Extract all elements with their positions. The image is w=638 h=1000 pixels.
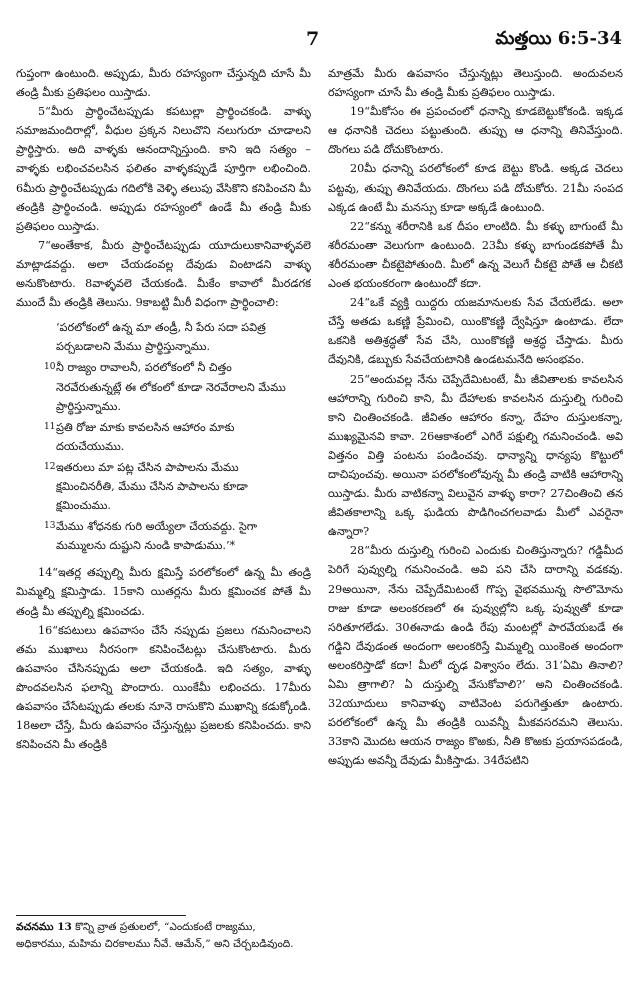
running-head: మత్తయి 6:5-34	[495, 28, 622, 49]
footnote-divider	[16, 915, 186, 916]
paragraph: 14“ఇతర్ల తప్పుల్ని మీరు క్షమిస్తే పరలోకంలో ఉన్న మీ తండ్రి మిమ్మల్ని క్షమిస్తాడు. 15కాని యితర్లను మీరు క్షమించక పోతే మీ తండ్రి మీ తప్పుల్ని క్షమించడు.	[16, 566, 311, 618]
paragraph: మాత్రమే మీరు ఉపవాసం చేస్తున్నట్లు తెలుస్తుంది. అందువలన రహస్యంగా చూసే మీ తండ్రి మీకు ప్రతిఫలం యిస్తాడు.	[328, 67, 623, 100]
prayer-text: నీ రాజ్యం రావాలనీ, పరలోకంలో నీ చిత్తం నెరవేరుతున్నట్లే ఈ లోకంలో కూడా నెరవేరాలని మేము ప్రార్థిస్తున్నాము.	[56, 361, 286, 413]
right-column	[328, 64, 623, 980]
footnote-reference: వచనము 13	[16, 921, 72, 933]
page-header	[0, 28, 638, 58]
prayer-text: ‘పరలోకంలో ఉన్న మా తండ్రీ, నీ పేరు సదా పవిత్ర పర్చబడాలని మేము ప్రార్థిస్తున్నాము.	[56, 321, 266, 354]
prayer-line	[16, 418, 311, 456]
footnote-text: కొన్ని వ్రాత ప్రతులలో, “ఎందుకంటే రాజ్యము, అధికారము, మహిమ చిరకాలము నీవే. ఆమేన్,” అని చేర్చబడివుంది.	[16, 921, 294, 950]
lords-prayer	[16, 318, 311, 555]
footnote	[16, 919, 308, 953]
page-number: 7	[306, 28, 320, 50]
paragraph: 7“అంతేకాక, మీరు ప్రార్థించేటప్పుడు యూదులుకానివాళ్ళవలె మాట్లాడవద్దు. అలా చేయడంవల్ల దేవుడు వింటాడని వాళ్ళు అనుకొంటారు. 8వాళ్ళవలె చేయకండి. మీకేం కావాలో మీరడగక ముందే మీ తండ్రికి తెలుసు. 9కాబట్టి మీరీ విధంగా ప్రార్థించాలి:	[16, 238, 311, 310]
paragraph: 20మీ ధనాన్ని పరలోకంలో కూడ బెట్టు కొండి. అక్కడ చెదలు పట్టవు, తుప్పు తినివేయదు. దొంగలు పడి దోచుకోరు. 21మీ సంపద ఎక్కడ ఉంటే మీ మనస్సు కూడా అక్కడే ఉంటుంది.	[328, 162, 623, 214]
verse-number: 12	[44, 461, 56, 472]
prayer-text: ప్రతి రోజు మాకు కావలసిన ఆహారం మాకు దయచేయుము.	[56, 420, 235, 453]
paragraph: 25“అందువల్ల నేను చెప్పేదేమిటంటే, మీ జీవితాలకు కావలసిన ఆహారాన్ని గురించి కాని, మీ దేహాలకు కావలసిన దుస్తుల్ని గురించి కాని చింతించకండి. జీవితం ఆహారం కన్నా, దేహం దుస్తులకన్నా, ముఖ్యమైనవి కావా. 26ఆకాశంలో ఎగిరే పక్షుల్ని గమనించండి. అవి విత్తనం విత్తి పంటను పండించవు. ధాన్యాన్ని ధాన్యపు కొట్టులో దాచిపుంచవు. అయినా పరలోకంలోవున్న మీ తండ్రి వాటికి ఆహారాన్ని యిస్తాడు. మీరు వాటికన్నా విలువైన వాళ్ళు కారా? 27చింతించి తన జీవితకాలాన్ని ఒక్క ఘడియ పొడిగించగలవాడు మీలో ఎవరైనా ఉన్నారా?	[328, 372, 623, 539]
paragraph: 28“మీరు దుస్తుల్ని గురించి ఎందుకు చింతిస్తున్నారు? గడ్డిమీద పెరిగే పువ్వుల్ని గమనించండి. అవి పని చేసి దారాన్ని వడకవు. 29అయినా, నేను చెప్పేదేమిటంటే గొప్ప వైభవమున్న సొలొమోను రాజు కూడా అలంకరణలో ఈ పువ్వుల్లోని ఒక్క పువ్వుతో కూడా సరితూగలేడు. 30ఈనాడు ఉండి రేపు మంటల్లో పారవేయబడే ఈ గడ్డిని దేవుడంత అందంగా అలంకరిస్తే మిమ్మల్ని యింకెంత అందంగా అలంకరిస్తాడో కదా! మీలో దృఢ విశ్వాసం లేదు. 31‘ఏమి తినాలి? ఏమి త్రాగాలి? ఏ దుస్తుల్ని వేసుకోవాలి?’ అని చింతించకండి. 32యూదులు కానివాళ్ళు వాటివెంట పరుగెత్తుతూ ఉంటారు. పరలోకంలో ఉన్న మీ తండ్రికి యివన్నీ మీకవసరమని తెలుసు. 33కాని మొదట ఆయన రాజ్యం కొఱకు, నీతి కొఱకు ప్రయాసపడండి, అప్పుడు అవన్నీ దేవుడు మీకిస్తాడు. 34రేపటిని	[328, 544, 623, 768]
paragraph: గుప్తంగా ఉంటుంది. అప్పుడు, మీరు రహస్యంగా చేస్తున్నది చూసే మీ తండ్రి మీకు ప్రతిఫలం యిస్తాడు.	[16, 67, 311, 100]
prayer-text: మేము శోధనకు గురి అయ్యేలా చేయవద్దు. సైగా మమ్ములను దుష్టుని నుండి కాపాడుము.’*	[56, 520, 258, 553]
paragraph: 24“ఒకే వ్యక్తి యిద్దరు యజమానులకు సేవ చేయలేడు. అలా చేస్తే అతడు ఒకణ్ణి ప్రేమించి, యింకొకణ్ణి ద్వేషిస్తూ ఉంటాడు. లేదా ఒకనికి అతిశ్రద్ధతో సేవ చేసి, యింకొకణ్ణి అశ్రద్ధ చేస్తాడు. మీరు దేవునికి, డబ్బుకు సేవచేయటానికి ఉండటమనేది అసంభవం.	[328, 296, 623, 367]
paragraph: 22“కన్ను శరీరానికి ఒక దీపం లాంటిది. మీ కళ్ళు బాగుంటే మీ శరీరమంతా వెలుగుగా ఉంటుంది. 23మీ కళ్ళు బాగుండకపోతే మీ శరీరమంతా చీకటైపోతుంది. మీలో ఉన్న వెలుగే చీకటై పోతే ఆ చీకటి ఎంత భయంకరంగా ఉంటుందో కదా.	[328, 219, 623, 291]
paragraph: 19“మీకోసం ఈ ప్రపంచంలో ధనాన్ని కూడబెట్టుకోకండి. ఇక్కడ ఆ ధనానికి చెదలు పట్టుతుంది. తుప్పు ఆ ధనాన్ని తినివేస్తుంది. దొంగలు పడి దోచుకొంటారు.	[328, 105, 623, 157]
verse-number: 11	[44, 421, 56, 432]
prayer-line	[16, 517, 311, 555]
prayer-text: ఇతరులు మా పట్ల చేసిన పాపాలను మేము క్షమించినరీతి, మేము చేసిన పాపాలను కూడా క్షమించుము.	[56, 460, 248, 513]
prayer-line	[16, 458, 311, 515]
left-column	[16, 64, 311, 980]
prayer-line	[16, 358, 311, 415]
verse-number: 10	[44, 362, 56, 373]
prayer-line	[16, 318, 311, 356]
paragraph: 5“మీరు ప్రార్థించేటప్పుడు కపటుల్లా ప్రార్థించకండి. వాళ్ళు సమాజమందిరాల్లో, వీధుల ప్రక్కన నిలుచొని నలుగురూ చూడాలని ప్రార్థిస్తారు. అది వాళ్ళకు ఆనందాన్నిస్తుంది. కాని ఇది సత్యం – వాళ్ళకు లభించవలసిన ఫలితం వాళ్ళకప్పుడే పూర్తిగా లభించింది. 6మీరు ప్రార్థించేటప్పుడు గదిలోకి వెళ్ళి తలుపు వేసికొని కనిపించని మీ తండ్రికి ప్రార్థించండి. అప్పుడు రహస్యంలో ఉండే మీ తండ్రి మీకు ప్రతిఫలం యిస్తాడు.	[16, 105, 311, 233]
paragraph: 16“కపటులు ఉపవాసం చేసే నప్పుడు ప్రజలు గమనించాలని తమ ముఖాలు నీరసంగా కనిపించేటట్లు చేసుకొంటారు. మీరు ఉపవాసం చేసినప్పుడు అలా చేయకండి. ఇది సత్యం, వాళ్ళు పొందవలసిన ఫలాన్ని పొందారు. యింకేమీ లభించదు. 17మీరు ఉపవాసం చేసేటప్పుడు తలకు నూనె రాసుకొని ముఖాన్ని కడుక్కోండి. 18అలా చేస్తే, మీరు ఉపవాసం చేస్తున్నట్లు ప్రజలకు కనిపించదు. కాని కనిపించని మీ తండ్రికి	[16, 623, 311, 752]
verse-number: 13	[44, 521, 56, 532]
